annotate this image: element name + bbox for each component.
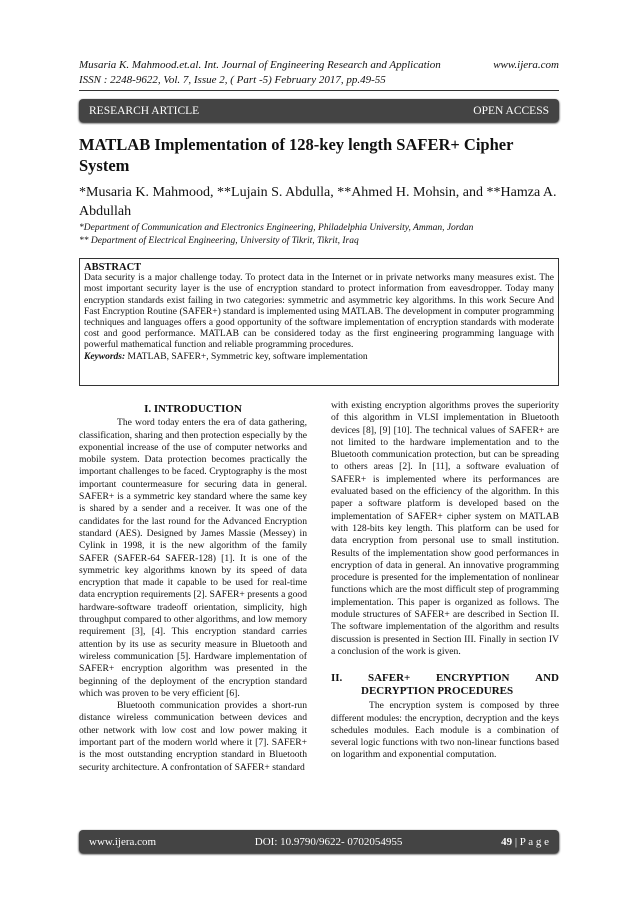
section-2-word-3: AND xyxy=(535,672,559,685)
footer-doi[interactable]: DOI: 10.9790/9622- 0702054955 xyxy=(254,835,403,848)
left-column xyxy=(79,403,307,774)
intro-paragraph-3: with existing encryption algorithms proves the superiority of this algorithm in VLSI implementation in Bluetooth devices [8], [9] [10]. The technical values of SAFER+ are not limited to the hardware implementation and to the Bluetooth communication protection, but can be spreading to others areas [2]. In [11], a software evaluation of SAFER+ is implemented where its performances are evaluated based on the efficiency of the algorithm. In this paper a software platform is developed based on the implementation of SAFER+ cipher system on MATLAB with 128-bits key length. This platform can be used for data encryption from personal use to small institution. Results of the implementation show good performances in encryption of data in general. An innovative programming procedure is presented for the implementation of nonlinear functions which are the most difficult step of programming implementation. This paper is organized as follows. The module structures of SAFER+ are described in Section II. The software implementation of the algorithm and results discussion is presented in Section III. Finally in section IV a conclusion of the work is given. xyxy=(331,400,559,657)
abstract-box xyxy=(79,258,559,386)
abstract-heading: ABSTRACT xyxy=(84,262,142,273)
keywords-text: MATLAB, SAFER+, Symmetric key, software implementation xyxy=(127,351,368,362)
page-number-value: 49 xyxy=(501,835,513,848)
affiliation-1: *Department of Communication and Electronics Engineering, Philadelphia University, Amman, Jordan xyxy=(79,223,474,233)
article-type-banner xyxy=(79,99,559,122)
section-2-heading xyxy=(331,672,559,698)
section-2-word-1: SAFER+ xyxy=(367,672,411,685)
intro-paragraph-2: Bluetooth communication provides a short-run distance wireless communication between devices and other network with low cost and low power making it important part of the modern world where it [7]. SAFER+ is the most outstanding encryption standard in Bluetooth security architecture. A confrontation of SAFER+ standard xyxy=(79,700,307,773)
abstract-text: Data security is a major challenge today. To protect data in the Internet or in private networks many measures exist. The most important security layer is the use of encryption standard to protect information from eavesdropper. Today many encryption standards exist failing in two categories: symmetric and asymmetric key algorithms. In this work Secure And Fast Encryption Routine (SAFER+) standard is implemented using MATLAB. The development in computer programming techniques and languages offers a good opportunity of the software implementation of encryption standards with moderate cost and good performance. MATLAB can be considered today as the first engineering programming language with powerful mathematical function and reliable programming procedures. xyxy=(84,273,554,351)
journal-issn: ISSN : 2248-9622, Vol. 7, Issue 2, ( Part -5) February 2017, pp.49-55 xyxy=(79,74,386,86)
section-2-paragraph-1: The encryption system is composed by three different modules: the encryption, decryption and the keys schedules modules. Each module is a combination of several logic functions with two non-linear functions based on logarithm and exponential computation. xyxy=(331,700,559,761)
header-divider xyxy=(79,90,559,91)
page-number xyxy=(501,836,549,848)
right-column xyxy=(331,400,559,762)
author-list: *Musaria K. Mahmood, **Lujain S. Abdulla, **Ahmed H. Mohsin, and **Hamza A. Abdullah xyxy=(79,185,557,219)
footer-website[interactable]: www.ijera.com xyxy=(89,835,157,848)
research-article-label: RESEARCH ARTICLE xyxy=(89,104,200,117)
section-2-word-2: ENCRYPTION xyxy=(435,672,510,685)
page-footer xyxy=(79,830,559,853)
journal-citation: Musaria K. Mahmood.et.al. Int. Journal of Engineering Research and Application xyxy=(79,59,441,71)
keywords-label: Keywords xyxy=(84,351,122,362)
paper-title: MATLAB Implementation of 128-key length SAFER+ Cipher System xyxy=(79,135,514,175)
open-access-label: OPEN ACCESS xyxy=(473,104,549,117)
section-1-heading: I. INTRODUCTION xyxy=(144,403,242,415)
keywords-line: Keywords: MATLAB, SAFER+, Symmetric key, software implementation xyxy=(84,351,368,362)
affiliation-2: ** Department of Electrical Engineering, University of Tikrit, Tikrit, Iraq xyxy=(79,236,359,246)
running-header xyxy=(79,58,559,88)
section-2-number: II. xyxy=(331,672,343,685)
journal-website[interactable]: www.ijera.com xyxy=(493,59,559,71)
affiliations xyxy=(79,222,559,248)
page-label: | P a g e xyxy=(514,835,549,848)
intro-paragraph-1: The word today enters the era of data gathering, classification, sharing and then protection especially by the exponential increase of the use of computer networks and mobile system. Data protection becomes practically the important challenges to be faced. Cryptography is the most important countermeasure for securing data in general. SAFER+ is a symmetric key standard where the same key is shared by a sender and a receiver. It was one of the candidates for the last round for the Advanced Encryption standard (AES). Designed by James Massie (Messey) in Cylink in 1998, it is the new algorithm of the family SAFER (SAFER-64 SAFER-128) [1]. It is one of the symmetric key algorithms known by its speed of data encryption that made it capable to be used for real-time data encryption requirements [2]. SAFER+ presents a good hardware-software tradeoff orientation, simplicity, high throughput compared to other algorithms, and low memory requirement [3], [4]. This encryption standard carries attention by its use as security measure in Bluetooth and wireless communication [5]. Hardware implementation of SAFER+ encryption algorithm was presented in the beginning of the deployment of the encryption standard which was proven to be very efficient [6]. xyxy=(79,417,307,699)
section-2-heading-line-2: DECRYPTION PROCEDURES xyxy=(361,685,514,698)
